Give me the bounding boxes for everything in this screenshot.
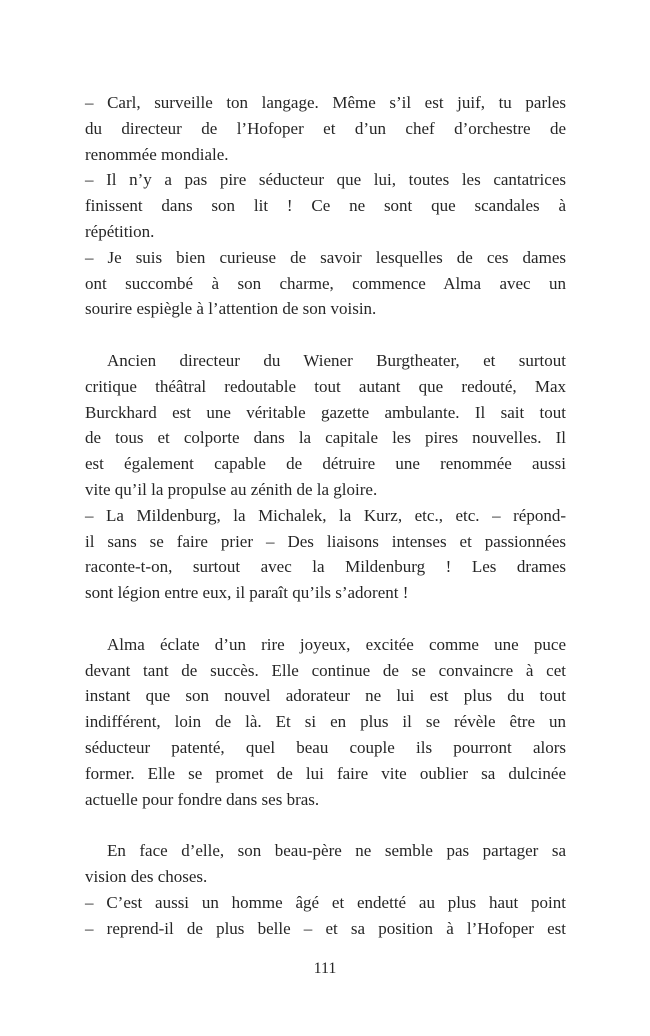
text-line: renommée mondiale.: [85, 144, 229, 164]
text-line: – Il n’y a pas pire séducteur que lui, toutes les cantatrices: [85, 170, 566, 190]
text-line: il sans se faire prier – Des liaisons intenses et passionnées: [85, 531, 566, 551]
text-line: – reprend-il de plus belle – et sa position à l’Hofoper est: [85, 918, 566, 938]
text-line: – Je suis bien curieuse de savoir lesquelles de ces dames: [85, 247, 566, 267]
text-line: vision des choses.: [85, 866, 208, 886]
text-line: critique théâtral redoutable tout autant que redouté, Max: [85, 376, 566, 396]
text-line: former. Elle se promet de lui faire vite oublier sa dulcinée: [85, 763, 566, 783]
text-line: ont succombé à son charme, commence Alma avec un: [85, 273, 566, 293]
text-line: devant tant de succès. Elle continue de se convaincre à cet: [85, 660, 566, 680]
text-line: Burckhard est une véritable gazette ambulante. Il sait tout: [85, 402, 566, 422]
text-line: – Carl, surveille ton langage. Même s’il est juif, tu parles: [85, 93, 566, 112]
paragraph: [85, 838, 566, 941]
text-line: – C’est aussi un homme âgé et endetté au plus haut point: [85, 892, 566, 912]
text-line: séducteur patenté, quel beau couple ils pourront alors: [85, 737, 566, 757]
text-line: instant que son nouvel adorateur ne lui est plus du tout: [85, 686, 566, 706]
text-line: sourire espiègle à l’attention de son voisin.: [85, 299, 377, 319]
text-line: Alma éclate d’un rire joyeux, excitée comme une puce: [107, 634, 566, 654]
text-line: indifférent, loin de là. Et si en plus il se révèle être un: [85, 712, 566, 732]
text-line: finissent dans son lit ! Ce ne sont que scandales à: [85, 196, 566, 216]
text-line: raconte-t-on, surtout avec la Mildenburg ! Les drames: [85, 557, 566, 577]
text-line: sont légion entre eux, il paraît qu’ils s’adorent !: [85, 583, 409, 603]
page-number: 111: [313, 960, 337, 977]
paragraph: [85, 90, 566, 322]
text-line: Ancien directeur du Wiener Burgtheater, et surtout: [107, 350, 566, 370]
text-line: En face d’elle, son beau-père ne semble pas partager sa: [107, 841, 566, 861]
text-line: du directeur de l’Hofoper et d’un chef d’orchestre de: [85, 118, 566, 138]
text-line: est également capable de détruire une renommée aussi: [85, 454, 566, 474]
text-line: vite qu’il la propulse au zénith de la gloire.: [85, 479, 378, 499]
text-line: de tous et colporte dans la capitale les pires nouvelles. Il: [85, 428, 566, 448]
paragraph: [85, 632, 566, 813]
body-text: [85, 90, 566, 967]
text-line: actuelle pour fondre dans ses bras.: [85, 789, 320, 809]
text-line: – La Mildenburg, la Michalek, la Kurz, etc., etc. – répond-: [85, 505, 566, 525]
text-line: répétition.: [85, 221, 155, 241]
paragraph: [85, 348, 566, 606]
